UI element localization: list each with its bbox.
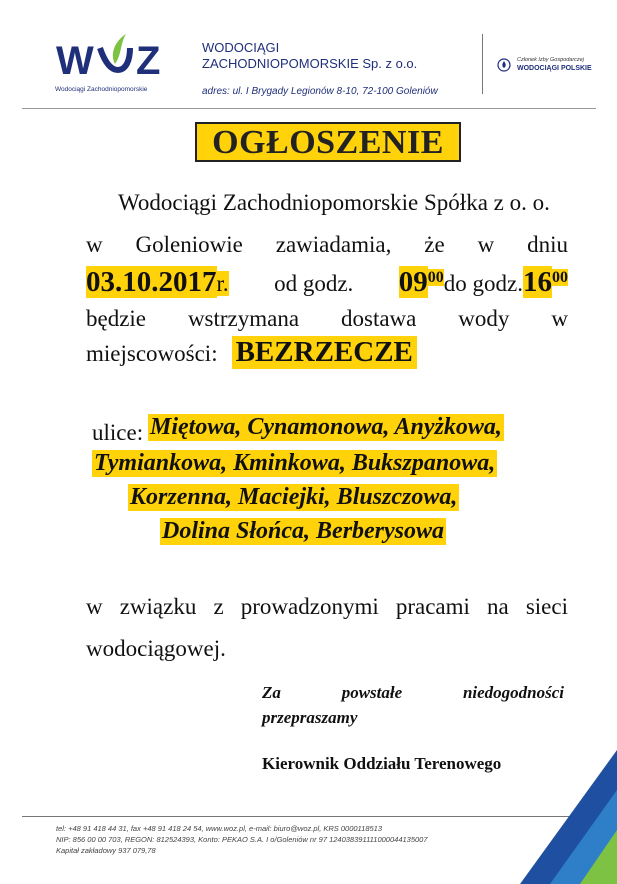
date-suffix: r. bbox=[216, 271, 229, 296]
from-label: od godz. bbox=[274, 271, 354, 296]
reason-word: z bbox=[213, 594, 224, 619]
line4-word: dostawa bbox=[341, 306, 417, 331]
line4-word: w bbox=[551, 306, 568, 331]
reason-word: sieci bbox=[525, 594, 568, 619]
apology-word: Za bbox=[262, 683, 281, 702]
to-minutes: 00 bbox=[551, 269, 568, 287]
notice-line1: Wodociągi Zachodniopomorskie Spółka z o. o. bbox=[118, 190, 550, 215]
footer-contact: tel: +48 91 418 44 31, fax +48 91 418 24 54, www.woz.pl, e-mail: biuro@woz.pl, KRS 0000118513 bbox=[56, 824, 383, 833]
line2-word: w bbox=[86, 232, 103, 257]
company-name-line1: WODOCIĄGI bbox=[202, 40, 280, 55]
locality-name: BEZRZECZE bbox=[232, 336, 417, 369]
notice-line2 bbox=[86, 232, 568, 258]
to-label: do godz. bbox=[443, 271, 523, 296]
reason-word: w bbox=[86, 594, 103, 619]
apology-line2: przepraszamy bbox=[262, 708, 358, 727]
company-name bbox=[202, 40, 417, 72]
membership-line1: Członek Izby Gospodarczej bbox=[517, 57, 584, 63]
locality-label: miejscowości: bbox=[86, 341, 218, 366]
membership-line2: WODOCIĄGI POLSKIE bbox=[517, 65, 592, 72]
header-divider bbox=[482, 34, 483, 94]
signature: Kierownik Oddziału Terenowego bbox=[262, 754, 502, 773]
outage-date: 03.10.2017 bbox=[86, 266, 217, 298]
reason-word: na bbox=[487, 594, 509, 619]
footer-capital: Kapitał zakładowy 937 079,78 bbox=[56, 846, 156, 855]
membership-badge bbox=[497, 56, 602, 78]
line4-word: wody bbox=[458, 306, 510, 331]
apology-word: powstałe bbox=[341, 683, 403, 702]
water-drop-icon bbox=[497, 58, 511, 72]
reason-word: związku bbox=[119, 594, 197, 619]
notice-line5 bbox=[86, 336, 568, 369]
logo-leaf bbox=[113, 34, 126, 64]
company-address: adres: ul. I Brygady Legionów 8-10, 72-100 Goleniów bbox=[202, 86, 438, 97]
company-logo bbox=[52, 30, 172, 92]
reason-line1 bbox=[86, 594, 568, 620]
logo-w: W bbox=[56, 39, 94, 83]
line4-word: wstrzymana bbox=[187, 306, 300, 331]
line2-word: w bbox=[477, 232, 495, 257]
reason-word: prowadzonymi bbox=[240, 594, 379, 619]
reason-word: pracami bbox=[395, 594, 470, 619]
from-hour: 09 bbox=[398, 266, 428, 298]
notice-title: OGŁOSZENIE bbox=[195, 122, 461, 162]
apology-word: niedogodności bbox=[462, 683, 564, 702]
logo-z: Z bbox=[136, 39, 161, 83]
line4-word: będzie bbox=[86, 306, 147, 331]
from-minutes: 00 bbox=[427, 269, 444, 287]
footer-registry: NIP: 856 00 00 703, REGON: 812524393, Konto: PEKAO S.A. I o/Goleniów nr 97 1240383911110000441350​07 bbox=[56, 835, 428, 844]
logo-caption: Wodociągi Zachodniopomorskie bbox=[55, 86, 148, 93]
streets-line2: Tymiankowa, Kminkowa, Bukszpanowa, bbox=[94, 450, 496, 476]
streets-line1: Miętowa, Cynamonowa, Anyżkowa, bbox=[150, 414, 502, 440]
line2-word: zawiadamia, bbox=[275, 232, 392, 257]
line2-word: dniu bbox=[527, 232, 568, 257]
corner-decoration bbox=[480, 750, 617, 884]
reason-line2: wodociągowej. bbox=[86, 636, 226, 661]
to-hour: 16 bbox=[522, 266, 552, 298]
line2-word: Goleniowie bbox=[135, 232, 243, 257]
company-name-line2: ZACHODNIOPOMORSKIE Sp. z o.o. bbox=[202, 56, 418, 71]
apology-line1 bbox=[262, 683, 564, 703]
header-rule bbox=[22, 108, 596, 109]
streets-line3: Korzenna, Maciejki, Bluszczowa, bbox=[130, 484, 458, 510]
line2-word: że bbox=[424, 232, 445, 257]
streets-line4: Dolina Słońca, Berberysowa bbox=[162, 518, 445, 544]
notice-line3 bbox=[86, 266, 568, 299]
notice-line4 bbox=[86, 306, 568, 332]
streets-label: ulice: bbox=[92, 420, 144, 445]
